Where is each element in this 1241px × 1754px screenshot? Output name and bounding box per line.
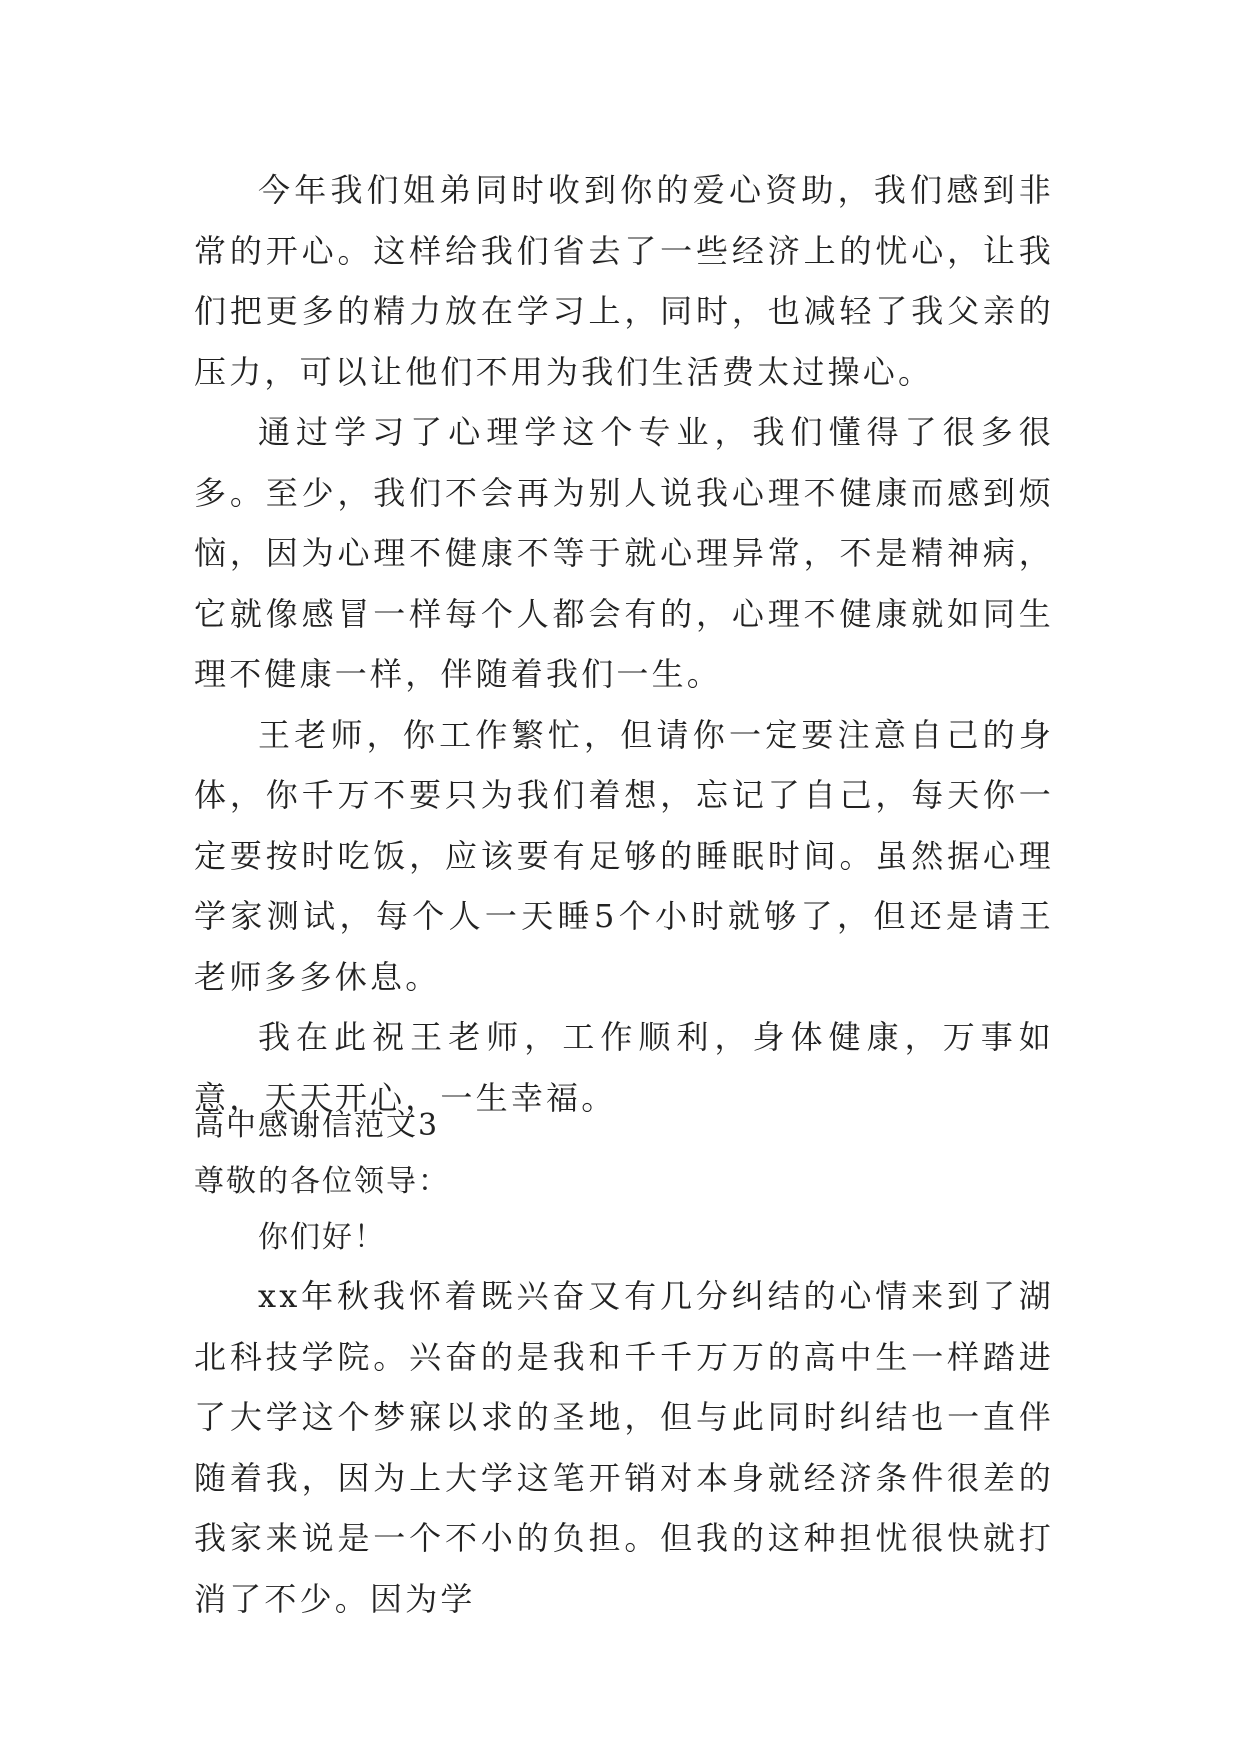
paragraph-blessing: 我在此祝王老师，工作顺利，身体健康，万事如意，天天开心，一生幸福。	[194, 1018, 1054, 1117]
paragraph-teacher-health: 王老师，你工作繁忙，但请你一定要注意自己的身体，你千万不要只为我们着想，忘记了自己，每天你一定要按时吃饭，应该要有足够的睡眠时间。虽然据心理学家测试，每个人一天睡5个小时就够了，但还是请王老师多多休息。	[194, 715, 1054, 996]
section-title: 高中感谢信范文3	[194, 1108, 440, 1143]
paragraph-college-arrival: xx年秋我怀着既兴奋又有几分纠结的心情来到了湖北科技学院。兴奋的是我和千千万万的高中生一样踏进了大学这个梦寐以求的圣地，但与此同时纠结也一直伴随着我，因为上大学这笔开销对本身就经济条件很差的我家来说是一个不小的负担。但我的这种担忧很快就打消了不少。因为学	[194, 1277, 1054, 1618]
greeting: 你们好！	[258, 1220, 386, 1255]
paragraph-donation-thanks: 今年我们姐弟同时收到你的爱心资助，我们感到非常的开心。这样给我们省去了一些经济上的忧心，让我们把更多的精力放在学习上，同时，也减轻了我父亲的压力，可以让他们不用为我们生活费太过操心。	[194, 171, 1054, 391]
salutation: 尊敬的各位领导：	[194, 1164, 450, 1199]
letter-body-top	[194, 160, 1054, 1128]
letter-section-3	[194, 1098, 1054, 1629]
paragraph-psychology-study: 通过学习了心理学这个专业，我们懂得了很多很多。至少，我们不会再为别人说我心理不健康而感到烦恼，因为心理不健康不等于就心理异常，不是精神病，它就像感冒一样每个人都会有的，心理不健康就如同生理不健康一样，伴随着我们一生。	[194, 413, 1054, 693]
